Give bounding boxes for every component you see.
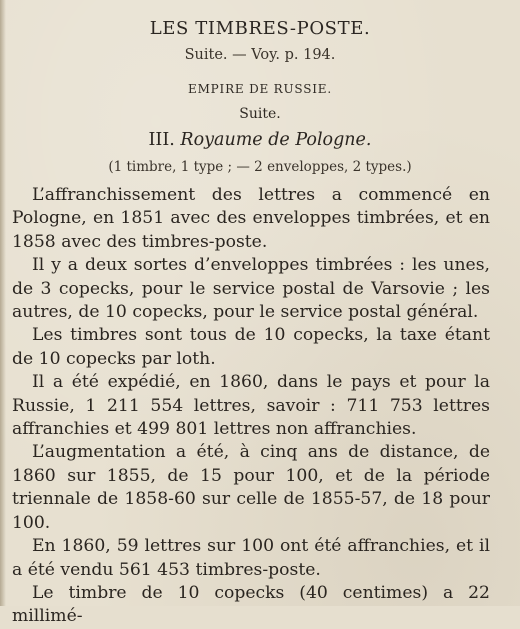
country-suite: Suite. (239, 106, 281, 122)
paragraph: L’augmentation a été, à cinq ans de distance, de 1860 sur 1855, de 15 pour 100, et de la période triennale de 1858-60 sur celle de 1855-57, de 18 pour 100. (12, 442, 490, 533)
page-title: LES TIMBRES-POSTE. (149, 18, 371, 39)
section-title: Royaume de Pologne. (180, 130, 372, 150)
article-body (12, 184, 490, 629)
section-numeral: III. (148, 130, 175, 150)
paragraph: En 1860, 59 lettres sur 100 ont été affranchies, et il a été vendu 561 453 timbres-poste. (12, 536, 490, 580)
section-subtitle: (1 timbre, 1 type ; — 2 enveloppes, 2 types.) (108, 159, 412, 175)
paragraph: L’affranchissement des lettres a commencé en Pologne, en 1851 avec des enveloppes timbrées, et en 1858 avec des timbres-poste. (12, 185, 490, 252)
section-heading (0, 130, 520, 150)
country-heading: EMPIRE DE RUSSIE. (188, 82, 332, 96)
paragraph: Il y a deux sortes d’enveloppes timbrées : les unes, de 3 copecks, pour le service postal de Varsovie ; les autres, de 10 copecks, pour le service postal général. (12, 255, 490, 323)
page-subtitle: Suite. — Voy. p. 194. (184, 47, 336, 63)
paragraph: Il a été expédié, en 1860, dans le pays et pour la Russie, 1 211 554 lettres, savoir : 711 753 lettres affranchies et 499 801 lettres non affranchies. (12, 372, 490, 440)
paragraph: Les timbres sont tous de 10 copecks, la taxe étant de 10 copecks par loth. (12, 325, 490, 369)
paragraph: Le timbre de 10 copecks (40 centimes) a 22 millimé- (12, 582, 490, 627)
